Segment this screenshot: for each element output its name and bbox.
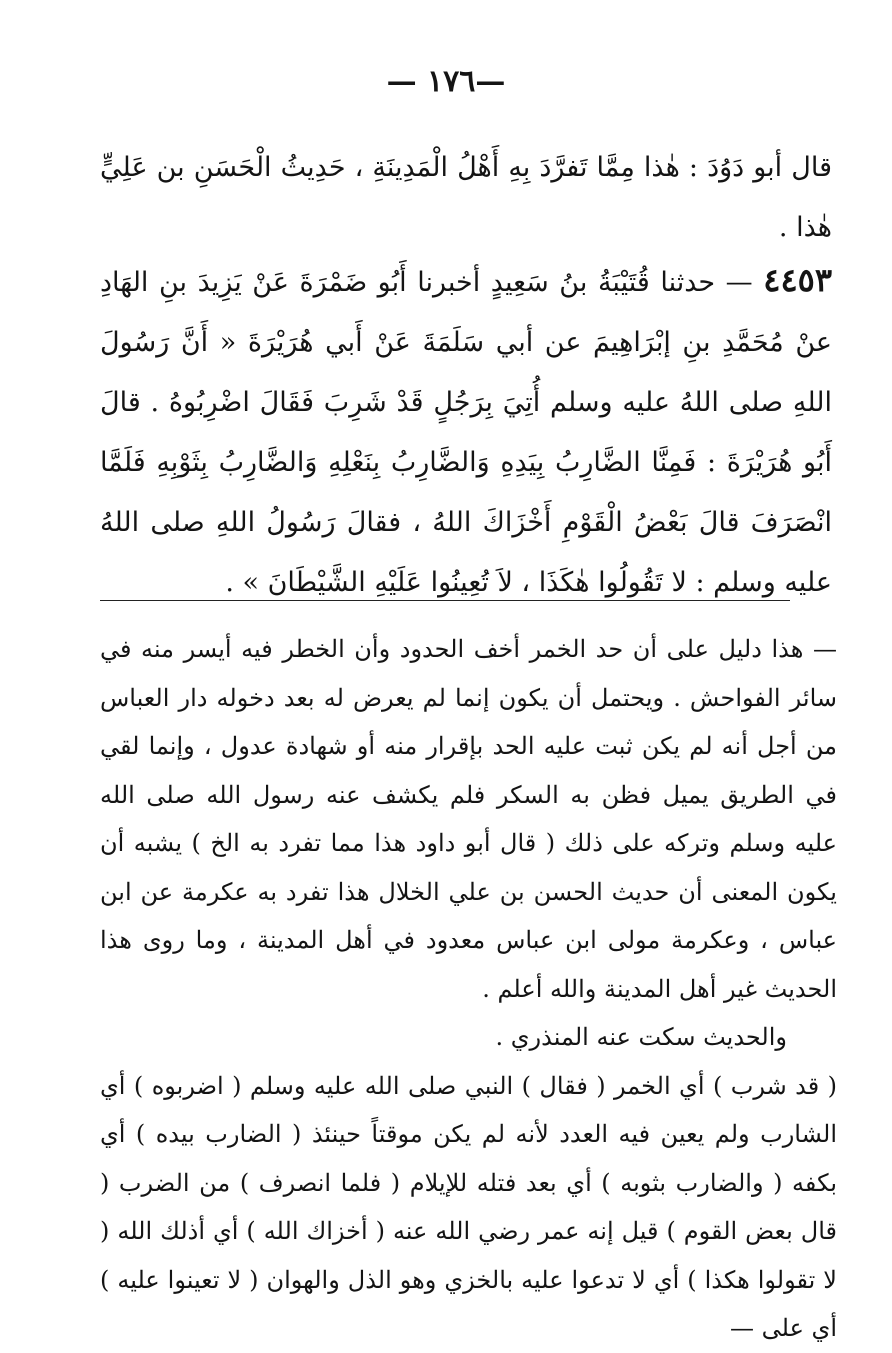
commentary-section: [100, 625, 837, 1353]
commentary-paragraph-3: ( قد شرب ) أي الخمر ( فقال ) النبي صلى الله عليه وسلم ( اضربوه ) أي الشارب ولم يعين فيه العدد لأنه لم يكن موقتاً حينئذ ( الضارب بيده ) أي بكفه ( والضارب بثوبه ) أي بعد فتله للإيلام ( فلما انصرف ) من الضرب ( قال بعض القوم ) قيل إنه عمر رضي الله عنه ( أخزاك الله ) أي أذلك الله ( لا تقولوا هكذا ) أي لا تدعوا عليه بالخزي وهو الذل والهوان ( لا تعينوا عليه ) أي على —: [100, 1071, 837, 1342]
hadith-1-body: قال أبو دَوُدَ : هٰذا مِمَّا تَفرَّدَ بِهِ أَهْلُ الْمَدِينَةِ ، حَدِيثُ الْحَسَنِ بن عَلِيٍّ هٰذا .: [100, 152, 832, 243]
commentary-paragraph-2: والحديث سكت عنه المنذري .: [495, 1023, 787, 1051]
hadith-2-body: — حدثنا قُتَيْبَةُ بنُ سَعِيدٍ أخبرنا أَبُو ضَمْرَةَ عَنْ يَزِيدَ بنِ الهَادِ عنْ مُحَمَّدِ بنِ إبْرَاهِيمَ عن أبي سَلَمَةَ عَنْ أَبي هُرَيْرَةَ « أَنَّ رَسُولَ اللهِ صلى اللهُ عليه وسلم أُتِيَ بِرَجُلٍ قَدْ شَرِبَ فَقَالَ اضْرِبُوهُ . قالَ أَبُو هُرَيْرَةَ : فَمِنَّا الضَّارِبُ بِيَدِهِ وَالضَّارِبُ بِنَعْلِهِ وَالضَّارِبُ بِثَوْبِهِ فَلَمَّا انْصَرَفَ قالَ بَعْضُ الْقَوْمِ أَخْزَاكَ اللهُ ، فقالَ رَسُولُ اللهِ صلى اللهُ عليه وسلم : لا تَقُولُوا هٰكَذَا ، لاَ تُعِينُوا عَلَيْهِ الشَّيْطَانَ » .: [100, 267, 832, 598]
hadith-text-2: [100, 250, 832, 613]
footnote-separator: [100, 600, 790, 601]
commentary-paragraph-1: — هذا دليل على أن حد الخمر أخف الحدود وأن الخطر فيه أيسر منه في سائر الفواحش . ويحتمل أن يكون إنما لم يعرض له بعد دخوله دار العباس من أجل أنه لم يكن ثبت عليه الحد بإقرار منه أو شهادة عدول ، وإنما لقي في الطريق يميل فظن به السكر فلم يكشف عنه رسول الله صلى الله عليه وسلم وتركه على ذلك ( قال أبو داود هذا مما تفرد به الخ ) يشبه أن يكون المعنى أن حديث الحسن بن علي الخلال هذا تفرد به عكرمة عن ابن عباس ، وعكرمة مولى ابن عباس معدود في أهل المدينة ، وما روى هذا الحديث غير أهل المدينة والله أعلم .: [100, 635, 837, 1003]
hadith-text-1: [100, 138, 832, 258]
page-number: —١٧٦ —: [386, 64, 506, 99]
hadith-number: ٤٤٥٣: [763, 261, 832, 299]
